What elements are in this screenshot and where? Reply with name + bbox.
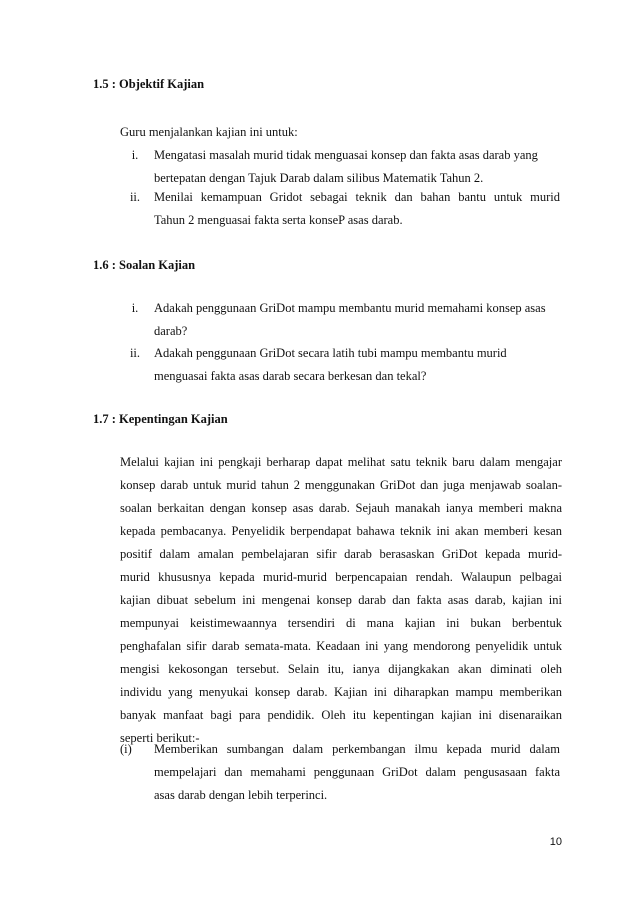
paragraph-line: penghafalan sifir darab semata-mata. Keadaan ini yang mendorong penyelidik untuk: [120, 639, 562, 653]
list-number: (i): [120, 742, 132, 756]
paragraph-line: kajian dibuat sebelum ini mengenai konsep darab dan fakta asas darab, kajian ini: [120, 593, 562, 607]
paragraph-line: Melalui kajian ini pengkaji berharap dapat melihat satu teknik baru dalam mengajar: [120, 455, 562, 469]
paragraph-line: positif dalam amalan pembelajaran sifir darab berasaskan GriDot kepada murid-: [120, 547, 562, 561]
list-text-line: asas darab dengan lebih terperinci.: [154, 788, 328, 802]
list-text-line: Menilai kemampuan Gridot sebagai teknik dan bahan bantu untuk murid: [154, 190, 560, 204]
section-heading-kepentingan: 1.7 : Kepentingan Kajian: [93, 412, 228, 426]
section-heading-soalan: 1.6 : Soalan Kajian: [93, 258, 196, 272]
paragraph-line: kepada pembacanya. Penyelidik berpendapat bahawa teknik ini akan memberi kesan: [120, 524, 562, 538]
list-number: ii.: [129, 190, 141, 204]
list-text-line: Tahun 2 menguasai fakta serta konseP asas darab.: [154, 213, 403, 227]
list-text-line: Memberikan sumbangan dalam perkembangan ilmu kepada murid dalam: [154, 742, 560, 756]
paragraph-line: murid khususnya kepada murid-murid berpencapaian rendah. Walaupun pelbagai: [120, 570, 562, 584]
list-text-line: Adakah penggunaan GriDot mampu membantu murid memahami konsep asas: [154, 301, 546, 315]
paragraph-line: banyak manfaat bagi para pendidik. Oleh itu kepentingan kajian ini disenaraikan: [120, 708, 562, 722]
objektif-intro: Guru menjalankan kajian ini untuk:: [120, 125, 298, 139]
paragraph-line: mempunyai keistimewaannya tersendiri di mana kajian ini bukan berbentuk: [120, 616, 562, 630]
list-text-line: Adakah penggunaan GriDot secara latih tubi mampu membantu murid: [154, 346, 507, 360]
list-text-line: Mengatasi masalah murid tidak menguasai konsep dan fakta asas darab yang: [154, 148, 538, 162]
paragraph-line: seperti berikut:-: [120, 731, 200, 745]
section-heading-objektif: 1.5 : Objektif Kajian: [93, 77, 205, 91]
page-number: 10: [549, 836, 562, 848]
list-text-line: menguasai fakta asas darab secara berkesan dan tekal?: [154, 369, 427, 383]
list-text-line: darab?: [154, 324, 188, 338]
list-text-line: mempelajari dan memahami penggunaan GriDot dalam pengusasaan fakta: [154, 765, 560, 779]
list-number: i.: [131, 301, 139, 315]
paragraph-line: individu yang menyukai konsep darab. Kajian ini diharapkan mampu memberikan: [120, 685, 562, 699]
paragraph-line: mengisi kekosongan tersebut. Selain itu, ianya dijangkakan akan diminati oleh: [120, 662, 562, 676]
list-text-line: bertepatan dengan Tajuk Darab dalam silibus Matematik Tahun 2.: [154, 171, 484, 185]
paragraph-line: konsep darab untuk murid tahun 2 menggunakan GriDot dan juga menjawab soalan-: [120, 478, 562, 492]
list-number: ii.: [129, 346, 141, 360]
list-number: i.: [131, 148, 139, 162]
paragraph-line: soalan berkaitan dengan konsep asas darab. Sejauh manakah ianya memberi makna: [120, 501, 562, 515]
